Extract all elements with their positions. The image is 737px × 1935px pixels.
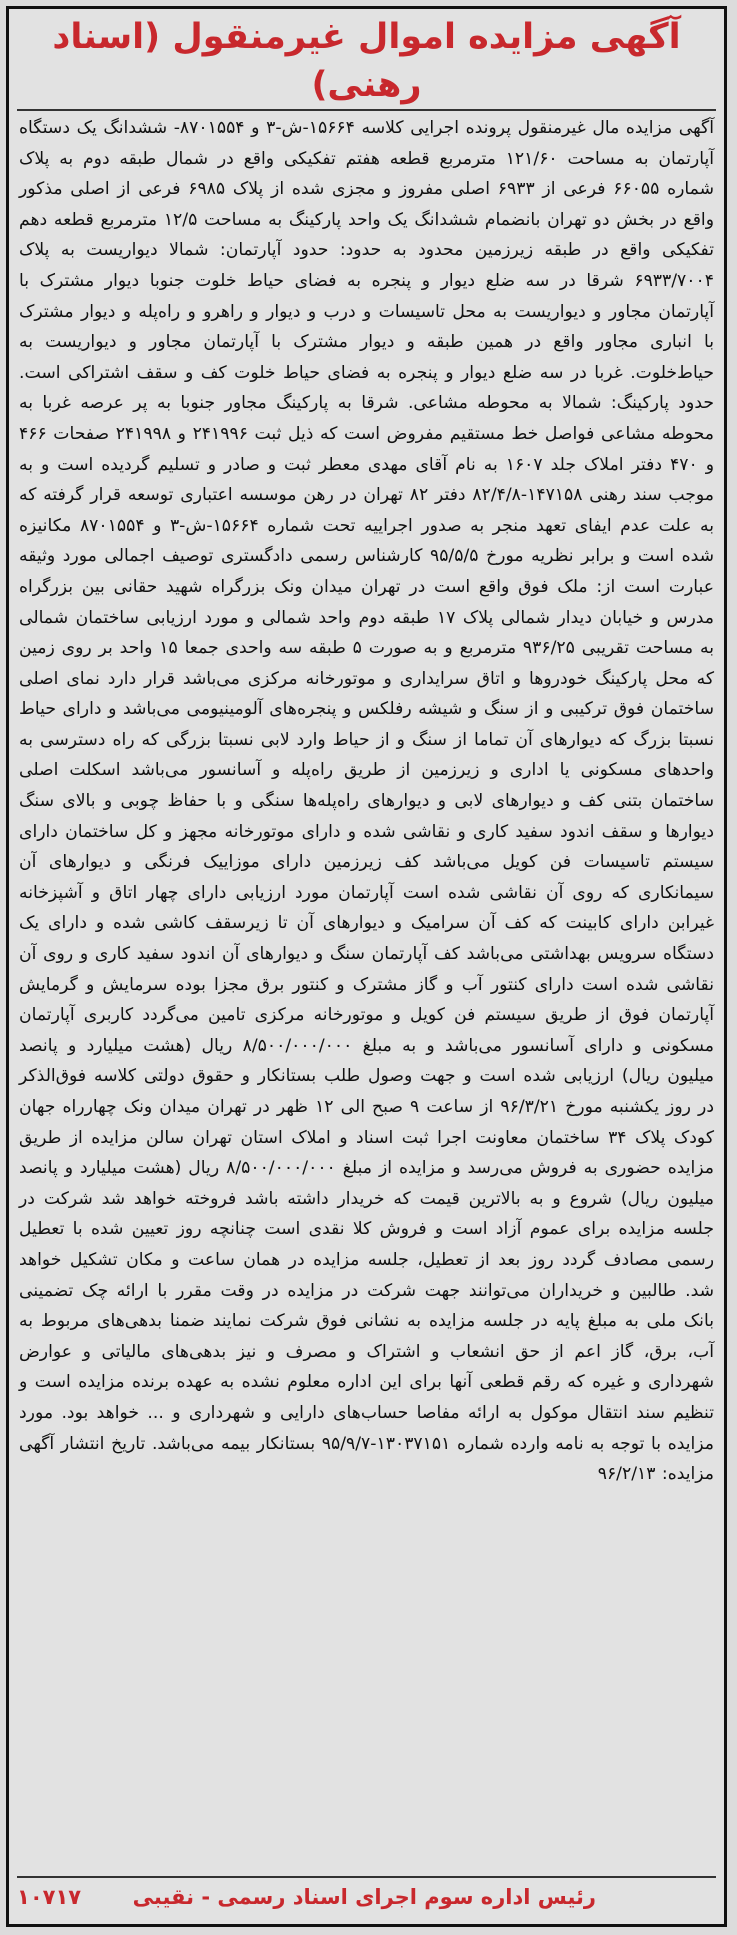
- auction-notice: [6, 6, 727, 1927]
- notice-footer: [17, 1876, 716, 1916]
- notice-title: آگهی مزایده اموال غیرمنقول (اسناد رهنی): [17, 13, 716, 111]
- notice-signature: رئیس اداره سوم اجرای اسناد رسمی - نقیبی: [132, 1885, 596, 1909]
- notice-code: ۱۰۷۱۷: [17, 1885, 82, 1909]
- notice-body: آگهی مزایده مال غیرمنقول پرونده اجرایی کلاسه ۱۵۶۶۴-ش-۳ و ۸۷۰۱۵۵۴- ششدانگ یک دستگاه آپارتمان به مساحت ۱۲۱/۶۰ مترمربع قطعه هفتم تفکیکی واقع در شمال طبقه دوم به پلاک شماره ۶۶۰۵۵ فرعی از ۶۹۳۳ اصلی مفروز و مجزی شده از پلاک ۶۹۸۵ فرعی از اصلی مذکور واقع در بخش دو تهران بانضمام ششدانگ یک واحد پارکینگ به مساحت ۱۲/۵ مترمربع قطعه دهم تفکیکی واقع در طبقه زیرزمین محدود به حدود: حدود آپارتمان: شمالا دیواریست به پلاک ۶۹۳۳/۷۰۰۴ شرقا در سه ضلع دیوار و پنجره به فضای حیاط خلوت جنوبا دیوار مشترک با آپارتمان مجاور و دیواریست به محل تاسیسات و درب و دیوار و راهرو و راه‌پله و دیوار مشترک با انباری مجاور واقع در همین طبقه و دیوار مشترک با آپارتمان مجاور و دیواریست به حیاط‌خلوت. غربا در سه ضلع دیوار و پنجره به فضای حیاط خلوت کف و سقف اشتراکی است. حدود پارکینگ: شمالا به محوطه مشاعی. شرقا به پارکینگ مجاور جنوبا به پر عرصه غربا به محوطه مشاعی فواصل خط مستقیم مفروض است که ذیل ثبت ۲۴۱۹۹۶ و ۲۴۱۹۹۸ صفحات ۴۶۶ و ۴۷۰ دفتر املاک جلد ۱۶۰۷ به نام آقای مهدی معطر ثبت و صادر و تسلیم گردیده است و به موجب سند رهنی ۱۴۷۱۵۸-۸۲/۴/۸ دفتر ۸۲ تهران در رهن موسسه اعتباری توسعه قرار گرفته که به علت عدم ایفای تعهد منجر به صدور اجراییه تحت شماره ۱۵۶۶۴-ش-۳ و ۸۷۰۱۵۵۴ مکانیزه شده است و برابر نظریه مورخ ۹۵/۵/۵ کارشناس رسمی دادگستری توصیف اجمالی مورد وثیقه عبارت است از: ملک فوق واقع است در تهران میدان ونک بزرگراه شهید حقانی بین بزرگراه مدرس و خیابان دیدار شمالی پلاک ۱۷ طبقه دوم واحد شمالی و مورد ارزیابی ساختمان شمالی به مساحت تقریبی ۹۳۶/۲۵ مترمربع و به صورت ۵ طبقه سه واحدی جمعا ۱۵ واحد بر روی زمین که محل پارکینگ خودروها و اتاق سرایداری و موتورخانه مرکزی می‌باشد قرار دارد نمای اصلی ساختمان فوق ترکیبی و از سنگ و شیشه رفلکس و پنجره‌های آلومینیومی می‌باشد و دارای حیاط نسبتا بزرگ که دیوارهای آن تماما از سنگ و از حیاط وارد لابی نسبتا بزرگی که راه دسترسی به واحدهای مسکونی یا اداری و زیرزمین از طریق راه‌پله و آسانسور می‌باشد اسکلت اصلی ساختمان بتنی کف و دیوارهای لابی و دیوارهای راه‌پله‌ها سنگی و با حفاظ چوبی و بالای سنگ دیوارها و سقف اندود سفید کاری و نقاشی شده و دارای موتورخانه مجهز و کل ساختمان دارای سیستم تاسیسات فن کویل می‌باشد کف زیرزمین دارای موزاییک فرنگی و دیوارهای آن سیمانکاری که روی آن نقاشی شده است آپارتمان مورد ارزیابی دارای چهار اتاق و آشپزخانه غیرابن دارای کابینت که کف آن سرامیک و دیوارهای آن تا زیرسقف کاشی شده و دارای یک دستگاه سرویس بهداشتی می‌باشد کف آپارتمان سنگ و دیوارهای آن اندود سفید کاری و روی آن نقاشی شده است دارای کنتور آب و گاز مشترک و کنتور برق مجزا بوده سرمایش و گرمایش آپارتمان فوق از طریق سیستم فن کویل و موتورخانه مرکزی تامین می‌گردد کاربری آپارتمان مسکونی و دارای آسانسور می‌باشد و به مبلغ ۸/۵۰۰/۰۰۰/۰۰۰ ریال (هشت میلیارد و پانصد میلیون ریال) ارزیابی شده است و جهت وصول طلب بستانکار و حقوق دولتی کلاسه فوق‌الذکر در روز یکشنبه مورخ ۹۶/۳/۲۱ از ساعت ۹ صبح الی ۱۲ ظهر در تهران میدان ونک چهارراه جهان کودک پلاک ۳۴ ساختمان معاونت اجرا ثبت اسناد و املاک استان تهران سالن مزایده از طریق مزایده حضوری به فروش می‌رسد و مزایده از مبلغ ۸/۵۰۰/۰۰۰/۰۰۰ ریال (هشت میلیارد و پانصد میلیون ریال) شروع و به بالاترین قیمت که خریدار داشته باشد فروخته خواهد شد شرکت در جلسه مزایده برای عموم آزاد است و فروش کلا نقدی است چنانچه روز تعیین شده با تعطیل رسمی مصادف گردد روز بعد از تعطیل، جلسه مزایده در همان ساعت و مکان تشکیل خواهد شد. طالبین و خریداران می‌توانند جهت شرکت در مزایده در وقت مقرر با ارائه چک تضمینی بانک ملی به مبلغ پایه در جلسه مزایده به نشانی فوق شرکت نمایند ضمنا بدهی‌های مربوط به آب، برق، گاز اعم از حق انشعاب و اشتراک و مصرف و نیز بدهی‌های مالیاتی و عوارض شهرداری و غیره که رقم قطعی آنها برای این اداره معلوم نشده به عهده برنده مزایده است و تنظیم سند انتقال موکول به ارائه مفاصا حساب‌های دارایی و شهرداری و ... خواهد بود. مورد مزایده با توجه به نامه وارده شماره ۱۳۰۳۷۱۵۱-۹۵/۹/۷ بستانکار بیمه می‌باشد. تاریخ انتشار آگهی مزایده: ۹۶/۲/۱۳: [19, 118, 715, 1485]
